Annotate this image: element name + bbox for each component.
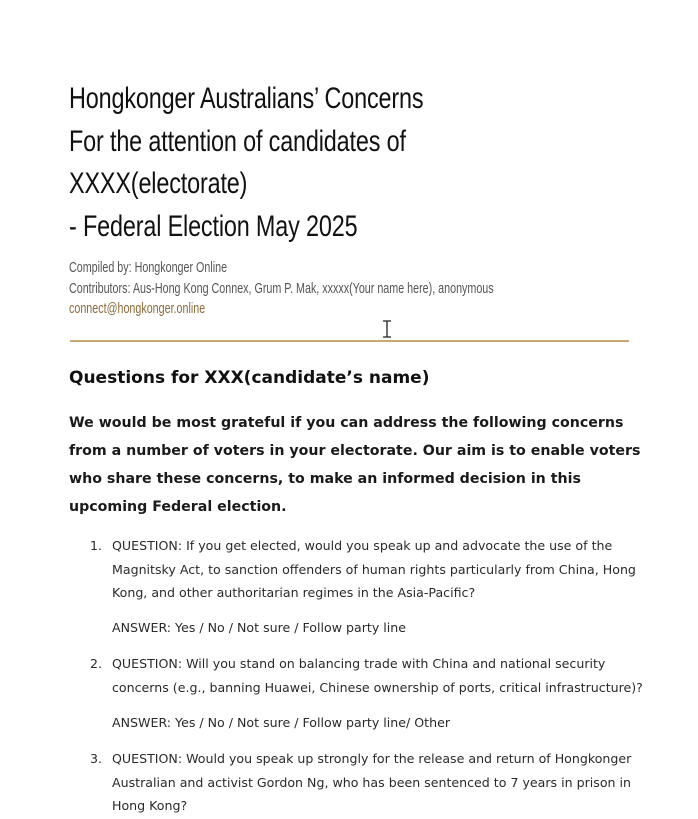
question-1-text: QUESTION: If you get elected, would you speak up and advocate the use of the [112, 538, 613, 553]
questions-heading: Questions for XXX(candidate’s name) [69, 368, 430, 388]
question-3-text: Hong Kong? [112, 798, 188, 813]
question-1-answer: ANSWER: Yes / No / Not sure / Follow party line [112, 620, 407, 635]
title-line-1: Hongkonger Australians’ Concerns [69, 82, 424, 115]
question-3-number: 3. [90, 751, 103, 766]
title-line-2: For the attention of candidates of [69, 124, 406, 158]
question-3-text: QUESTION: Would you speak up strongly for the release and return of Hongkonger [112, 751, 632, 766]
contact-email-link[interactable]: connect@hongkonger.online [69, 301, 206, 317]
question-3-text: Australian and activist Gordon Ng, who has been sentenced to 7 years in prison in [112, 775, 632, 790]
question-2-answer: ANSWER: Yes / No / Not sure / Follow party line/ Other [112, 715, 451, 730]
question-1-text: Kong, and other authoritarian regimes in the Asia-Pacific? [112, 585, 476, 600]
intro-line: We would be most grateful if you can address the following concerns [69, 415, 624, 431]
intro-line: from a number of voters in your electorate. Our aim is to enable voters [69, 443, 641, 459]
title-line-3: XXXX(electorate) [69, 167, 248, 200]
question-1-text: Magnitsky Act, to sanction offenders of human rights particularly from China, Hong [112, 562, 636, 577]
question-2-text: QUESTION: Will you stand on balancing trade with China and national security [112, 656, 606, 671]
contributors: Contributors: Aus-Hong Kong Connex, Grum P. Mak, xxxxx(Your name here), anonymous [69, 280, 494, 297]
intro-line: who share these concerns, to make an informed decision in this [69, 471, 581, 487]
question-2-text: concerns (e.g., banning Huawei, Chinese ownership of ports, critical infrastructure)? [112, 680, 643, 695]
question-2-number: 2. [90, 656, 103, 671]
compiled-by: Compiled by: Hongkonger Online [69, 260, 228, 276]
intro-line: upcoming Federal election. [69, 499, 287, 515]
question-1-number: 1. [90, 538, 103, 553]
title-line-4: - Federal Election May 2025 [69, 209, 358, 243]
